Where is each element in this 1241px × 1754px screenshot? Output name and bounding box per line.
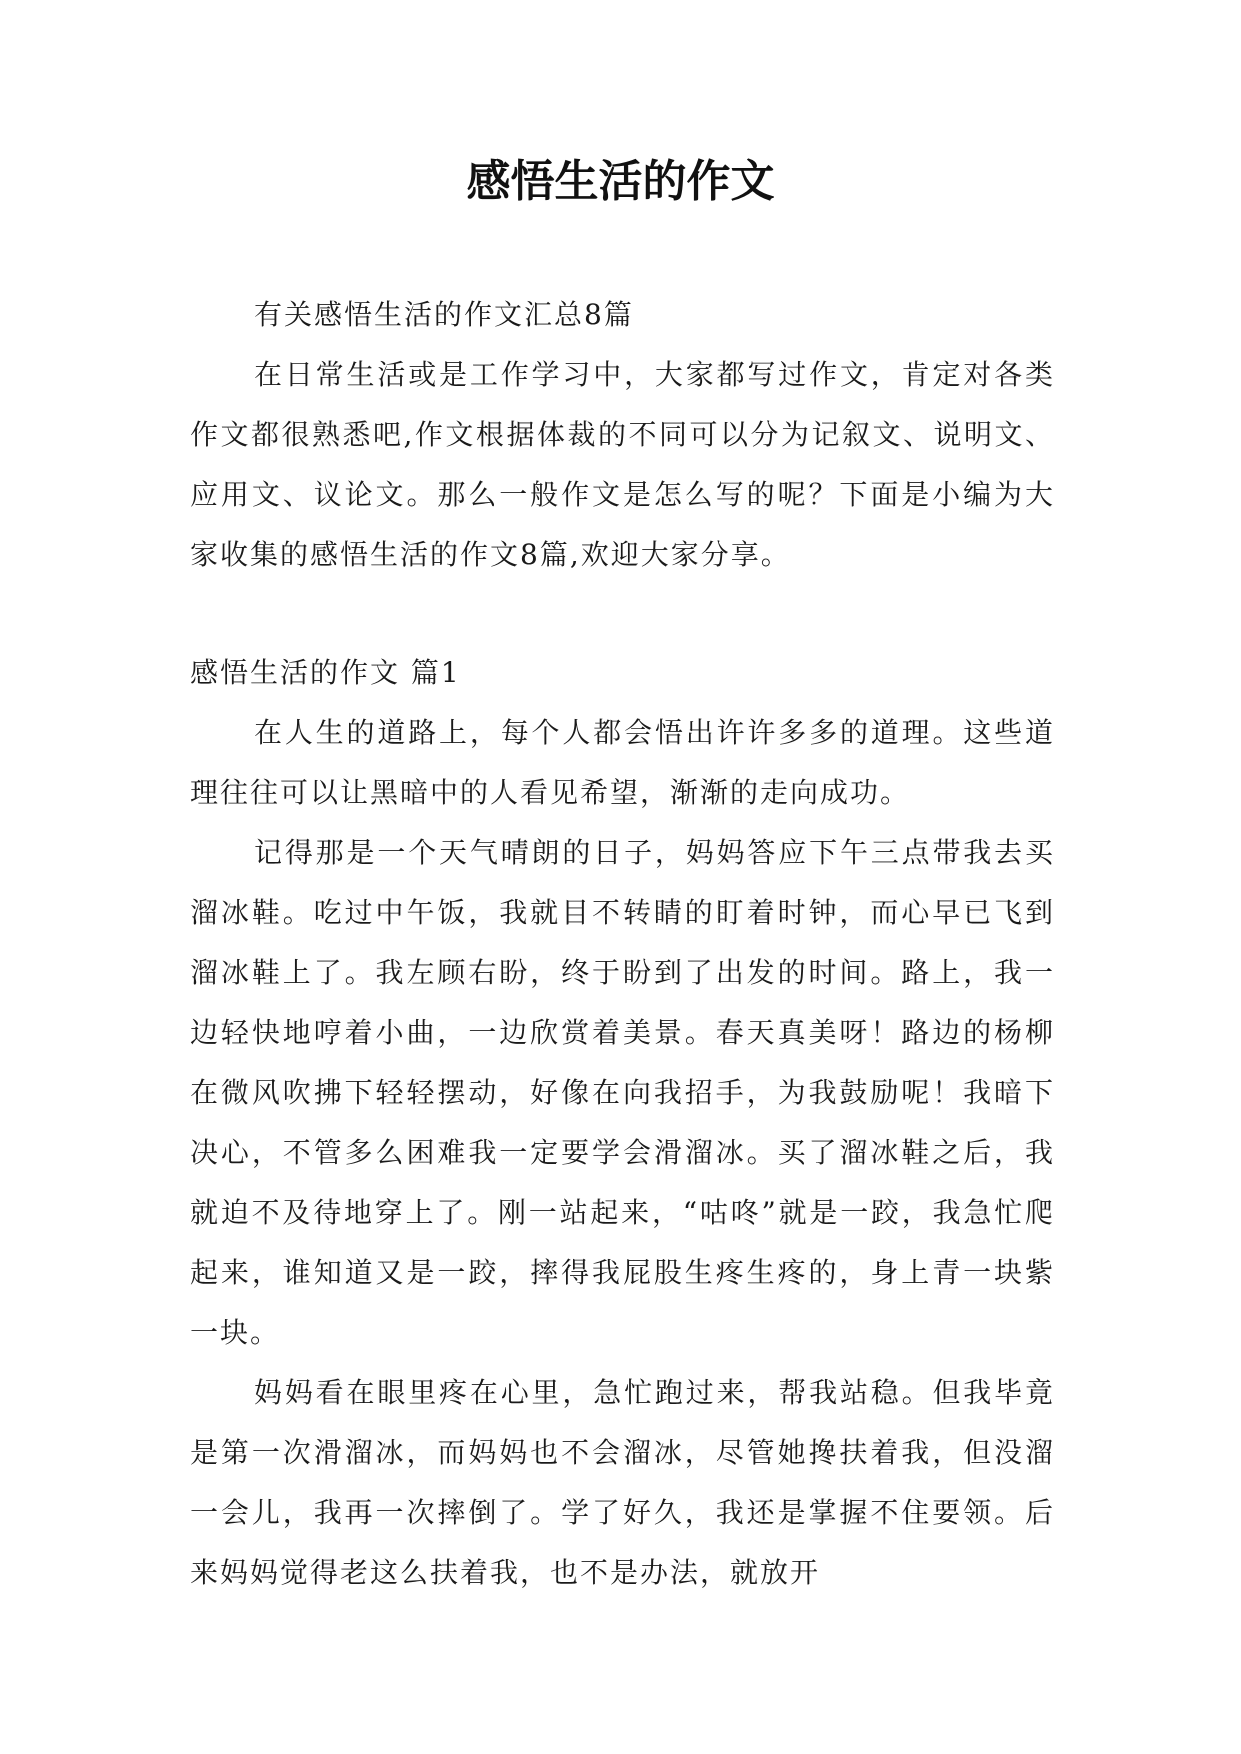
subtitle: 有关感悟生活的作文汇总8篇 [254, 298, 634, 331]
document-title: 感悟生活的作文 [466, 156, 775, 207]
section-heading: 感悟生活的作文 篇1 [190, 656, 461, 689]
intro-paragraph: 在日常生活或是工作学习中，大家都写过作文，肯定对各类作文都很熟悉吧,作文根据体裁的不同可以分为记叙文、说明文、应用文、议论文。那么一般作文是怎么写的呢？下面是小编为大家收集的感悟生活的作文8篇,欢迎大家分享。 [190, 358, 1055, 571]
body-paragraph-2: 记得那是一个天气晴朗的日子，妈妈答应下午三点带我去买溜冰鞋。吃过中午饭，我就目不转睛的盯着时钟，而心早已飞到溜冰鞋上了。我左顾右盼，终于盼到了出发的时间。路上，我一边轻快地哼着小曲，一边欣赏着美景。春天真美呀！路边的杨柳在微风吹拂下轻轻摆动，好像在向我招手，为我鼓励呢！我暗下决心，不管多么困难我一定要学会滑溜冰。买了溜冰鞋之后，我就迫不及待地穿上了。刚一站起来，“咕咚”就是一跤，我急忙爬起来，谁知道又是一跤，摔得我屁股生疼生疼的，身上青一块紫一块。 [190, 836, 1055, 1349]
section-spacer [190, 585, 1055, 643]
body-paragraph-3: 妈妈看在眼里疼在心里，急忙跑过来，帮我站稳。但我毕竟是第一次滑溜冰，而妈妈也不会溜冰，尽管她搀扶着我，但没溜一会儿，我再一次摔倒了。学了好久，我还是掌握不住要领。后来妈妈觉得老这么扶着我，也不是办法，就放开 [190, 1376, 1055, 1589]
document-body [190, 285, 1055, 1603]
body-paragraph-1: 在人生的道路上，每个人都会悟出许许多多的道理。这些道理往往可以让黑暗中的人看见希望，渐渐的走向成功。 [190, 716, 1055, 809]
